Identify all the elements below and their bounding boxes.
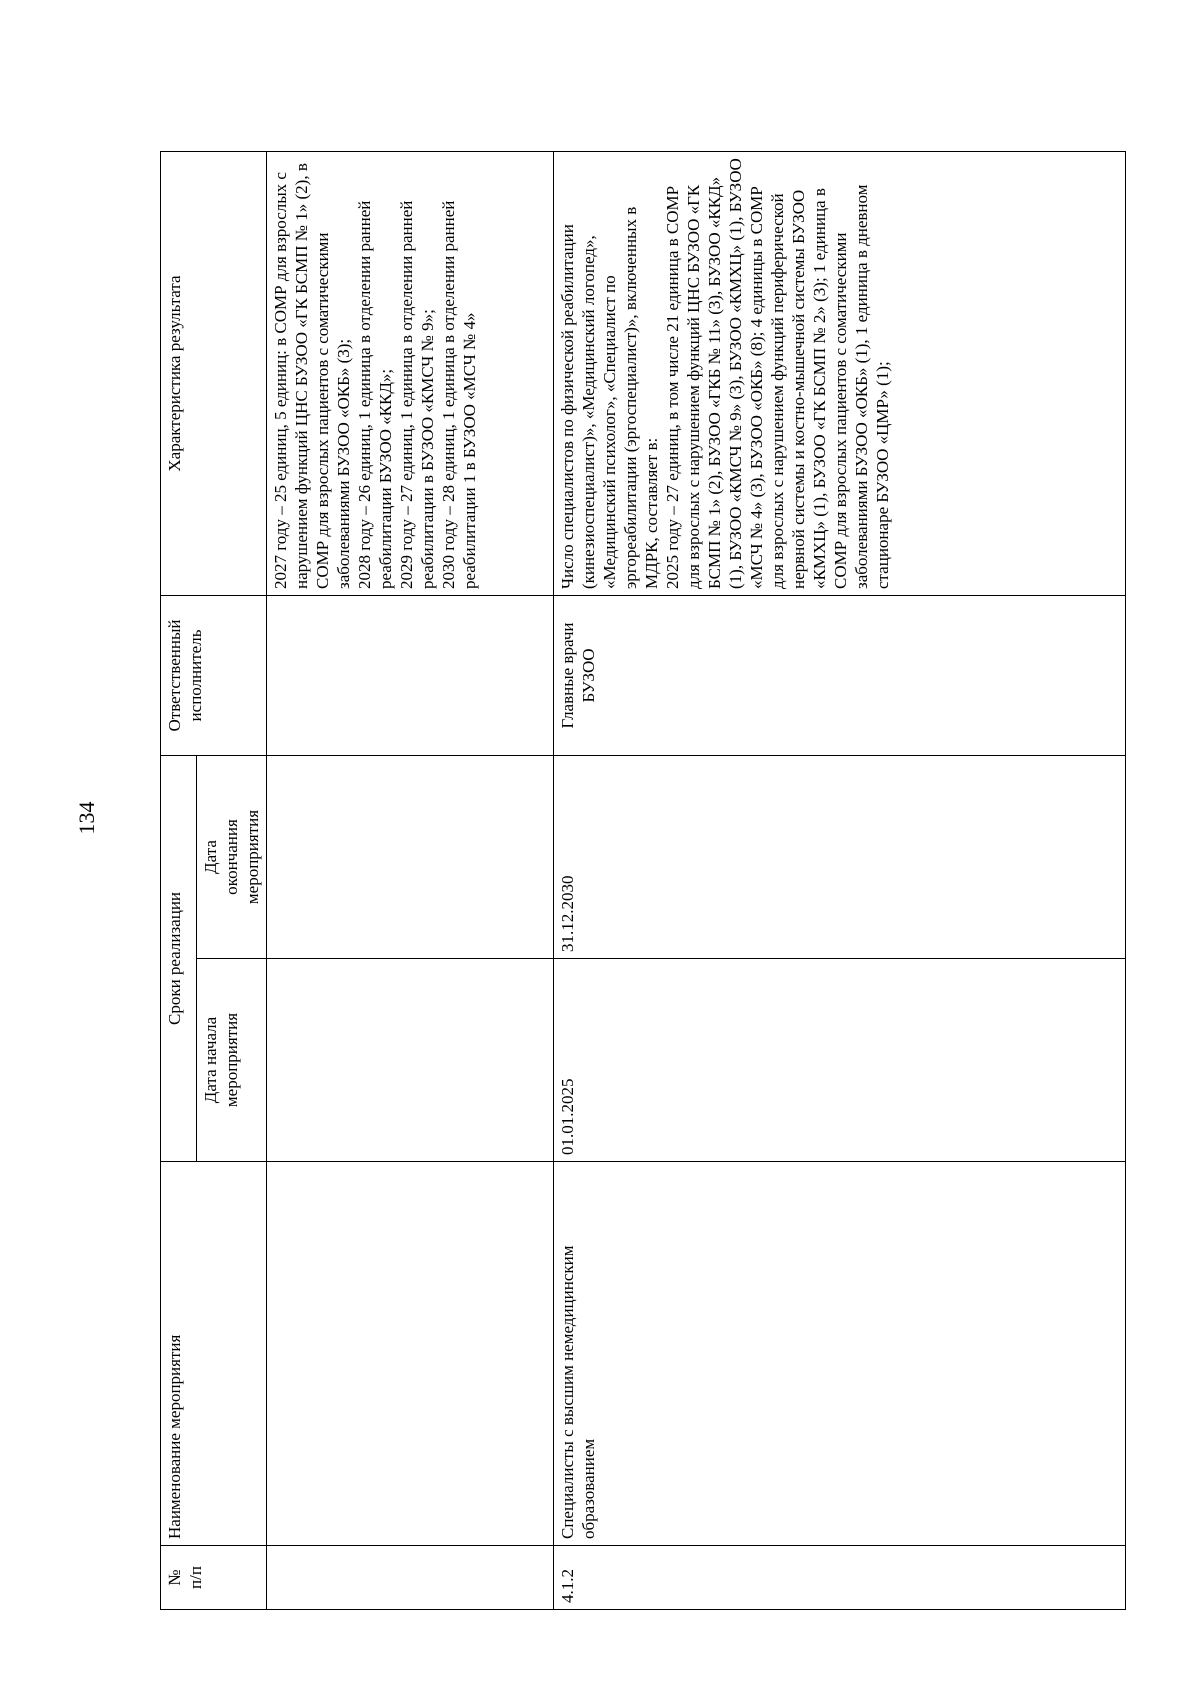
row-responsible (267, 596, 554, 756)
table-row (554, 152, 1126, 1610)
row-name: Специалисты с высшим немедицинским образованием (554, 1162, 1126, 1546)
header-name: Наименование мероприятия (161, 1162, 267, 1546)
table-row (267, 152, 554, 1610)
row-characteristic: Число специалистов по физической реабилитации (кинезиоспециалист)», «Медицинский логопед», «Медицинский психолог», «Специалист по эргореабилитации (эргоспециалист)», включенных в МДРК, составляет в: 2025 году – 27 единиц, в том числе 21 единица в СОМР для взрослых с нарушением функций ЦНС БУЗОО «ГК БСМП № 1» (2), БУЗОО «ГКБ № 11» (3), БУЗОО «ККД» (1), БУЗОО «КМСЧ № 9» (3), БУЗОО «КМХЦ» (1), БУЗОО «МСЧ № 4» (3), БУЗОО «ОКБ» (8); 4 единицы в СОМР для взрослых с нарушением функций периферической нервной системы и костно-мышечной системы БУЗОО «КМХЦ» (1), БУЗОО «ГК БСМП № 2» (3); 1 единица в СОМР для взрослых пациентов с соматическими заболеваниями БУЗОО «ОКБ» (1), 1 единица в дневном стационаре БУЗОО «ЦМР» (1); (554, 152, 1126, 596)
header-responsible: Ответственный исполнитель (161, 596, 267, 756)
page-number: 134 (74, 801, 99, 835)
row-start-date (267, 959, 554, 1162)
row-end-date (267, 756, 554, 959)
header-start-date: Дата начала мероприятия (197, 959, 267, 1162)
header-characteristic: Характеристика результата (161, 152, 267, 596)
row-responsible: Главные врачи БУЗОО (554, 596, 1126, 756)
row-end-date: 31.12.2030 (554, 756, 1126, 959)
row-start-date: 01.01.2025 (554, 959, 1126, 1162)
row-characteristic: 2027 году – 25 единиц, 5 единиц: в СОМР для взрослых с нарушением функций ЦНС БУЗОО «ГК БСМП № 1» (2), в СОМР для взрослых пациентов с соматическими заболеваниями БУЗОО «ОКБ» (3); 2028 году – 26 единиц, 1 единица в отделении ранней реабилитации БУЗОО «ККД»; 2029 году – 27 единиц, 1 единица в отделении ранней реабилитации в БУЗОО «КМСЧ № 9»; 2030 году – 28 единиц, 1 единица в отделении ранней реабилитации 1 в БУЗОО «МСЧ № 4» (267, 152, 554, 596)
header-end-date: Дата окончания мероприятия (197, 756, 267, 959)
row-name (267, 1162, 554, 1546)
header-terms: Сроки реализации (161, 756, 197, 1162)
row-number (267, 1546, 554, 1610)
header-number: № п/п (161, 1546, 267, 1610)
row-number: 4.1.2 (554, 1546, 1126, 1610)
measures-table (160, 151, 1126, 1610)
